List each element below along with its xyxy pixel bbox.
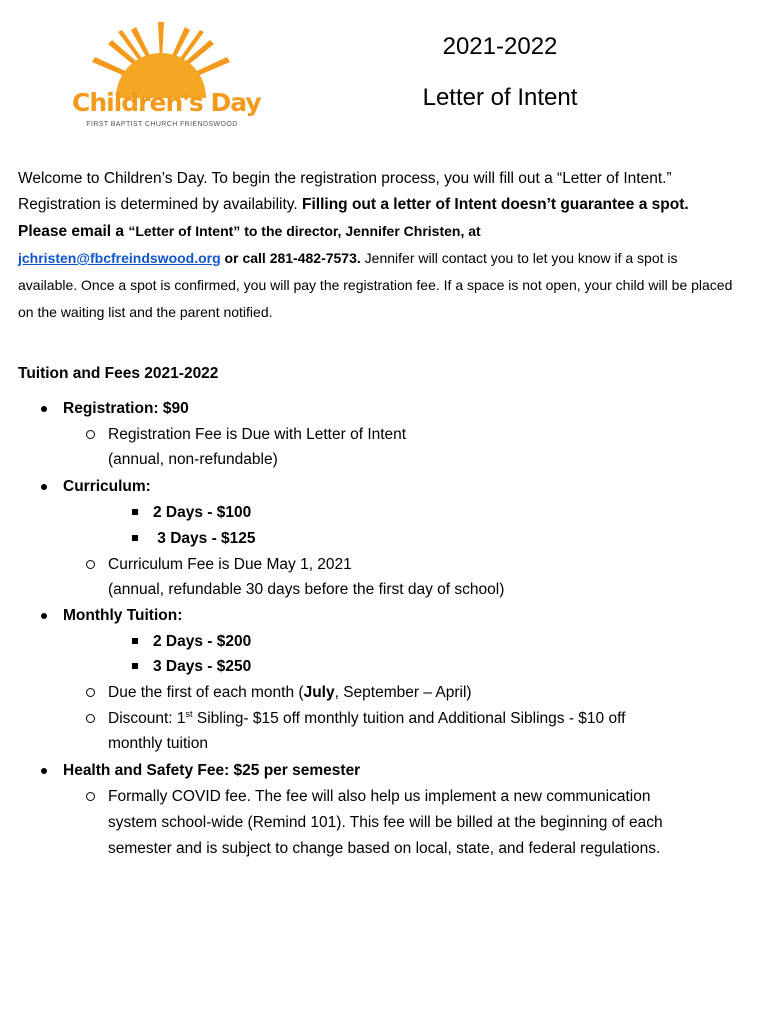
square-bullet-icon bbox=[132, 663, 138, 669]
logo-subtitle: FIRST BAPTIST CHURCH FRIENDSWOOD bbox=[86, 121, 238, 128]
list-item-monthly-discount-2 bbox=[0, 731, 770, 756]
monthly-2days: 2 Days - $200 bbox=[153, 633, 252, 650]
list-item-curriculum-3days bbox=[0, 526, 770, 551]
curriculum-3days: 3 Days - $125 bbox=[153, 530, 256, 547]
square-bullet-icon bbox=[132, 509, 138, 515]
monthly-3days: 3 Days - $250 bbox=[153, 658, 252, 675]
health-line-2: system school-wide (Remind 101). This fee will be billed at the beginning of each bbox=[108, 814, 663, 831]
list-item-health bbox=[0, 758, 770, 783]
intro-bold-quote: “Letter of Intent” bbox=[128, 223, 241, 239]
health-line-1: Formally COVID fee. The fee will also help us implement a new communication bbox=[108, 788, 651, 805]
list-item-curriculum bbox=[0, 474, 770, 499]
intro-welcome: Welcome to Children’s Day. To begin the registration process, you will fill out a “Letter of Intent.” Registration is determined by availability. bbox=[18, 170, 672, 213]
registration-note: Registration Fee is Due with Letter of Intent bbox=[108, 426, 407, 443]
monthly-label: Monthly Tuition: bbox=[63, 607, 183, 624]
list-item-health-line1 bbox=[0, 784, 770, 809]
circle-bullet-icon bbox=[86, 688, 95, 697]
health-line-3: semester and is subject to change based on local, state, and federal regulations. bbox=[108, 840, 661, 857]
bullet-icon bbox=[41, 484, 47, 490]
director-phone: or call 281-482-7573. bbox=[220, 250, 361, 266]
list-item-registration-note-2 bbox=[0, 447, 770, 472]
bullet-icon bbox=[41, 406, 47, 412]
registration-note-2: (annual, non-refundable) bbox=[108, 451, 278, 468]
list-item-monthly-discount bbox=[0, 706, 770, 731]
square-bullet-icon bbox=[132, 535, 138, 541]
list-item-registration-note bbox=[0, 422, 770, 447]
intro-paragraph bbox=[18, 166, 738, 326]
intro-bold-a: Filling out a letter of Intent doesn’t guarantee a spot. Please email a bbox=[18, 196, 689, 240]
curriculum-note-2: (annual, refundable 30 days before the first day of school) bbox=[108, 581, 505, 598]
list-item-health-line2 bbox=[0, 810, 770, 835]
registration-label: Registration: $90 bbox=[63, 400, 189, 417]
circle-bullet-icon bbox=[86, 560, 95, 569]
bullet-icon bbox=[41, 613, 47, 619]
curriculum-label: Curriculum: bbox=[63, 478, 151, 495]
list-item-monthly-2days bbox=[0, 629, 770, 654]
monthly-discount: Discount: 1st Sibling- $15 off monthly tuition and Additional Siblings - $10 off bbox=[108, 708, 626, 727]
square-bullet-icon bbox=[132, 638, 138, 644]
health-label: Health and Safety Fee: $25 per semester bbox=[63, 762, 361, 779]
list-item-monthly-3days bbox=[0, 654, 770, 679]
list-item-registration bbox=[0, 396, 770, 421]
list-item-curriculum-note bbox=[0, 552, 770, 577]
list-item-curriculum-note-2 bbox=[0, 577, 770, 602]
tuition-section-title: Tuition and Fees 2021-2022 bbox=[18, 365, 219, 382]
childrens-day-logo bbox=[68, 20, 261, 132]
list-item-health-line3 bbox=[0, 836, 770, 861]
document-year: 2021-2022 bbox=[442, 33, 558, 60]
list-item-monthly bbox=[0, 603, 770, 628]
list-item-curriculum-2days bbox=[0, 500, 770, 525]
curriculum-note: Curriculum Fee is Due May 1, 2021 bbox=[108, 556, 352, 573]
director-email-link[interactable]: jchristen@fbcfreindswood.org bbox=[18, 250, 221, 266]
document-title: Letter of Intent bbox=[422, 84, 578, 111]
monthly-due: Due the first of each month (July, September – April) bbox=[108, 684, 472, 701]
curriculum-2days: 2 Days - $100 bbox=[153, 504, 252, 521]
list-item-monthly-due bbox=[0, 680, 770, 705]
circle-bullet-icon bbox=[86, 792, 95, 801]
bullet-icon bbox=[41, 768, 47, 774]
circle-bullet-icon bbox=[86, 430, 95, 439]
circle-bullet-icon bbox=[86, 714, 95, 723]
intro-contact-info: Jennifer will contact you to let you know if a spot is available. Once a spot is confirmed, you will pay the registration fee. If a space is not open, your child will be placed on the waiting list and the parent notified. bbox=[18, 250, 733, 320]
logo-title: Children's Day bbox=[72, 88, 261, 117]
intro-bold-b: to the director, Jennifer Christen, at bbox=[240, 223, 481, 239]
monthly-discount-2: monthly tuition bbox=[108, 735, 208, 752]
